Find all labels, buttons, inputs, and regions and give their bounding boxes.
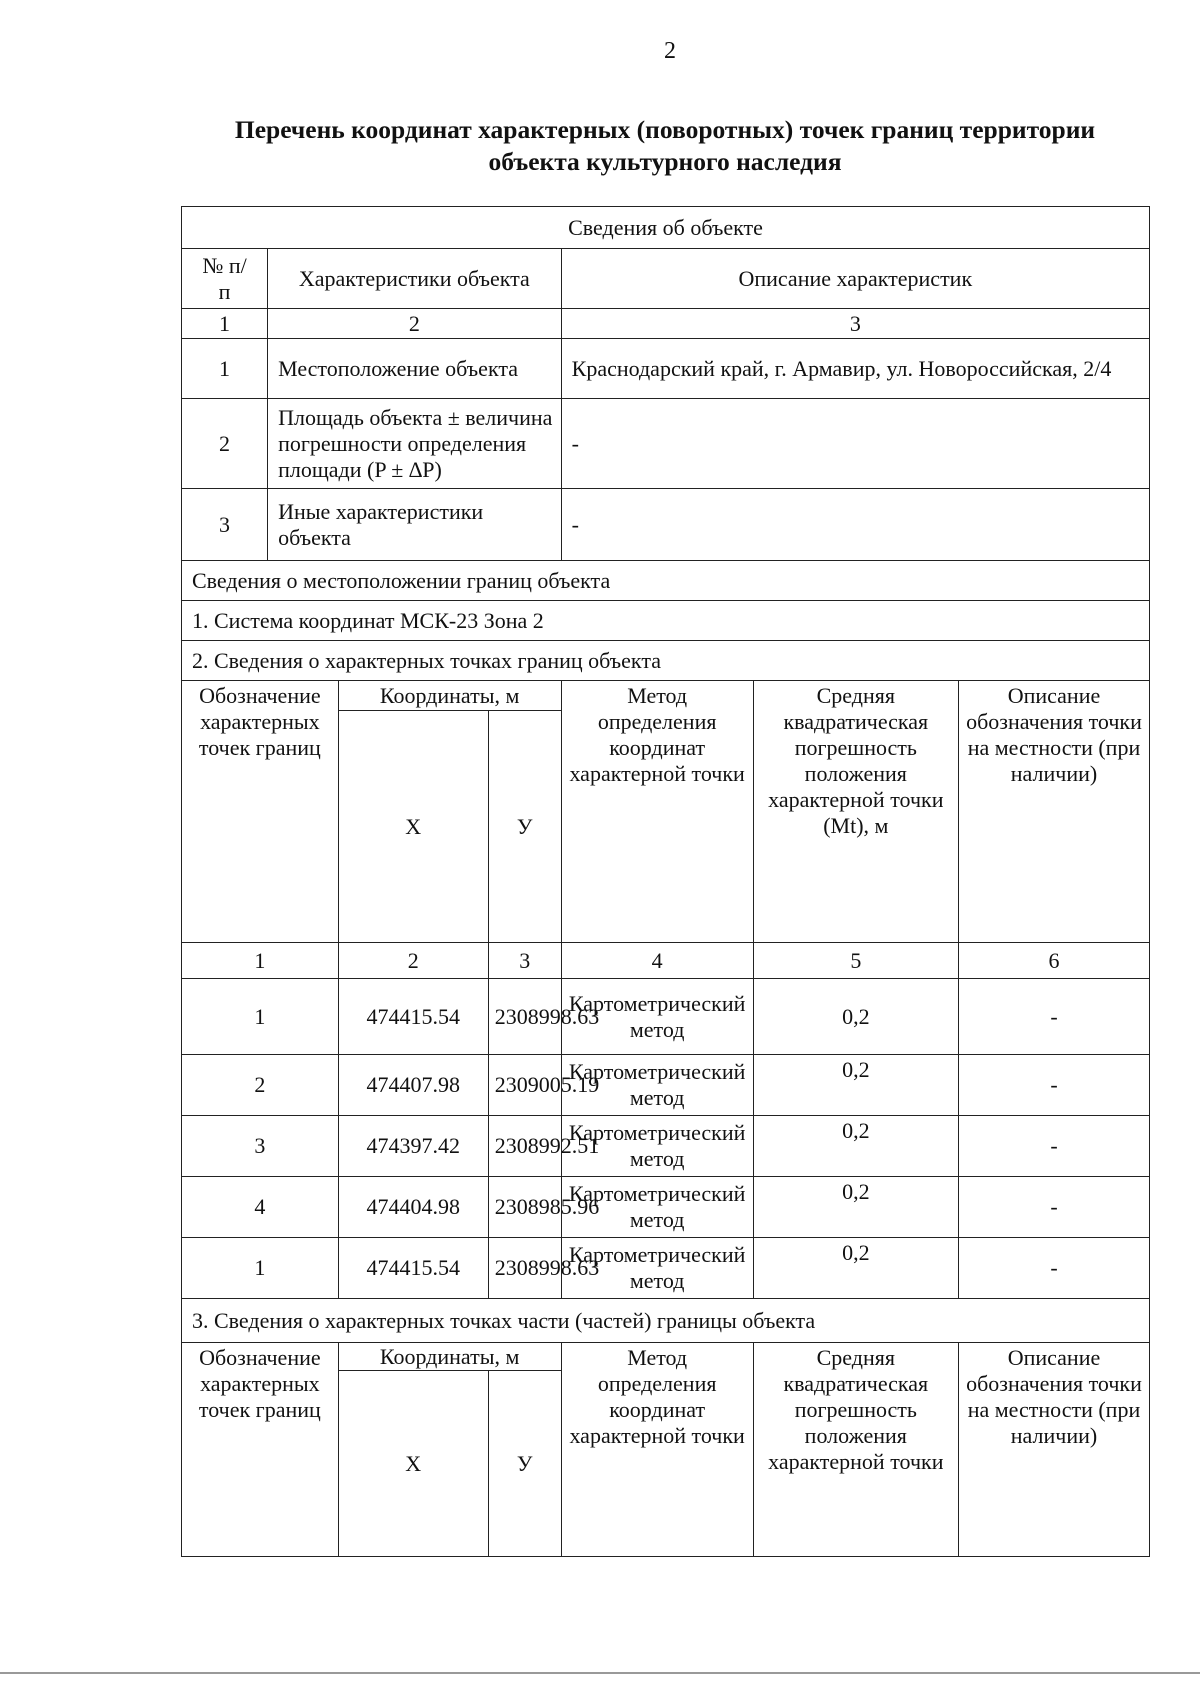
col-number: 4 <box>561 943 753 979</box>
object-section-header-row <box>182 207 1150 249</box>
points-section-header: 2. Сведения о характерных точках границ объекта <box>182 641 1150 681</box>
object-row-desc: - <box>561 489 1149 561</box>
parts-col-header-y: У <box>488 1371 561 1557</box>
col-header-no: № п/п <box>182 249 268 309</box>
point-error: 0,2 <box>753 1055 958 1116</box>
points-col-number-row <box>182 943 1150 979</box>
title-line-1: Перечень координат характерных (поворотных) точек границ территории <box>234 115 1096 144</box>
col-number: 1 <box>182 309 268 339</box>
object-row-no: 1 <box>182 339 268 399</box>
parts-col-header-method: Метод определения координат характерной точки <box>561 1343 753 1557</box>
col-number: 3 <box>561 309 1149 339</box>
object-row <box>182 489 1150 561</box>
page-number: 2 <box>664 38 676 64</box>
point-row <box>182 1116 1150 1177</box>
col-number: 1 <box>182 943 339 979</box>
point-error: 0,2 <box>753 1116 958 1177</box>
col-header-char: Характеристики объекта <box>268 249 562 309</box>
point-row <box>182 979 1150 1055</box>
col-number: 2 <box>338 943 488 979</box>
point-y: 2308985.96 <box>488 1177 561 1238</box>
point-id: 1 <box>182 1238 339 1299</box>
point-y: 2308998.63 <box>488 1238 561 1299</box>
point-x: 474397.42 <box>338 1116 488 1177</box>
object-row-no: 3 <box>182 489 268 561</box>
point-desc: - <box>958 1238 1149 1299</box>
point-method: Картометрический метод <box>561 1055 753 1116</box>
point-row <box>182 1055 1150 1116</box>
coord-system: 1. Система координат МСК-23 Зона 2 <box>182 601 1150 641</box>
parts-col-header-place: Описание обозначения точки на местности (при наличии) <box>958 1343 1149 1557</box>
point-desc: - <box>958 979 1149 1055</box>
coordinates-table <box>181 206 1150 1557</box>
parts-col-header-designation: Обозначение характерных точек границ <box>182 1343 339 1557</box>
point-x: 474404.98 <box>338 1177 488 1238</box>
object-row-char: Иные характеристики объекта <box>268 489 562 561</box>
col-header-x: X <box>338 711 488 943</box>
object-row <box>182 399 1150 489</box>
point-row <box>182 1238 1150 1299</box>
col-header-y: У <box>488 711 561 943</box>
parts-col-header-row <box>182 1343 1150 1371</box>
point-desc: - <box>958 1177 1149 1238</box>
parts-col-header-x: X <box>338 1371 488 1557</box>
col-number: 5 <box>753 943 958 979</box>
point-method: Картометрический метод <box>561 1177 753 1238</box>
point-error: 0,2 <box>753 1238 958 1299</box>
parts-section-header: 3. Сведения о характерных точках части (частей) границы объекта <box>182 1299 1150 1343</box>
object-col-number-row <box>182 309 1150 339</box>
point-desc: - <box>958 1116 1149 1177</box>
point-error: 0,2 <box>753 979 958 1055</box>
point-x: 474407.98 <box>338 1055 488 1116</box>
object-row-no: 2 <box>182 399 268 489</box>
point-id: 3 <box>182 1116 339 1177</box>
point-id: 2 <box>182 1055 339 1116</box>
points-section-header-row <box>182 641 1150 681</box>
parts-col-header-error: Средняя квадратическая погрешность положения характерной точки <box>753 1343 958 1557</box>
object-row-char: Местоположение объекта <box>268 339 562 399</box>
col-number: 3 <box>488 943 561 979</box>
title-line-2: объекта культурного наследия <box>488 147 842 176</box>
object-row <box>182 339 1150 399</box>
parts-section-header-row <box>182 1299 1150 1343</box>
col-header-place: Описание обозначения точки на местности (при наличии) <box>958 681 1149 943</box>
point-method: Картометрический метод <box>561 979 753 1055</box>
object-row-desc: - <box>561 399 1149 489</box>
points-col-header-row <box>182 681 1150 711</box>
point-x: 474415.54 <box>338 1238 488 1299</box>
point-desc: - <box>958 1055 1149 1116</box>
point-id: 1 <box>182 979 339 1055</box>
point-id: 4 <box>182 1177 339 1238</box>
point-y: 2309005.19 <box>488 1055 561 1116</box>
object-row-desc: Краснодарский край, г. Армавир, ул. Новороссийская, 2/4 <box>561 339 1149 399</box>
object-col-header-row <box>182 249 1150 309</box>
object-row-char: Площадь объекта ± величина погрешности определения площади (P ± ∆P) <box>268 399 562 489</box>
boundary-section-header: Сведения о местоположении границ объекта <box>182 561 1150 601</box>
boundary-section-header-row <box>182 561 1150 601</box>
point-method: Картометрический метод <box>561 1238 753 1299</box>
col-number: 6 <box>958 943 1149 979</box>
coord-system-row <box>182 601 1150 641</box>
point-x: 474415.54 <box>338 979 488 1055</box>
point-y: 2308992.51 <box>488 1116 561 1177</box>
col-header-designation: Обозначение характерных точек границ <box>182 681 339 943</box>
col-header-error: Средняя квадратическая погрешность положения характерной точки (Mt), м <box>753 681 958 943</box>
point-row <box>182 1177 1150 1238</box>
point-y: 2308998.63 <box>488 979 561 1055</box>
col-header-desc: Описание характеристик <box>561 249 1149 309</box>
page-bottom-edge <box>0 1672 1200 1674</box>
point-method: Картометрический метод <box>561 1116 753 1177</box>
point-error: 0,2 <box>753 1177 958 1238</box>
object-section-header: Сведения об объекте <box>182 207 1150 249</box>
col-number: 2 <box>268 309 562 339</box>
col-header-method: Метод определения координат характерной точки <box>561 681 753 943</box>
parts-col-header-coords: Координаты, м <box>338 1343 561 1371</box>
document-title <box>185 114 1145 178</box>
col-header-coords: Координаты, м <box>338 681 561 711</box>
